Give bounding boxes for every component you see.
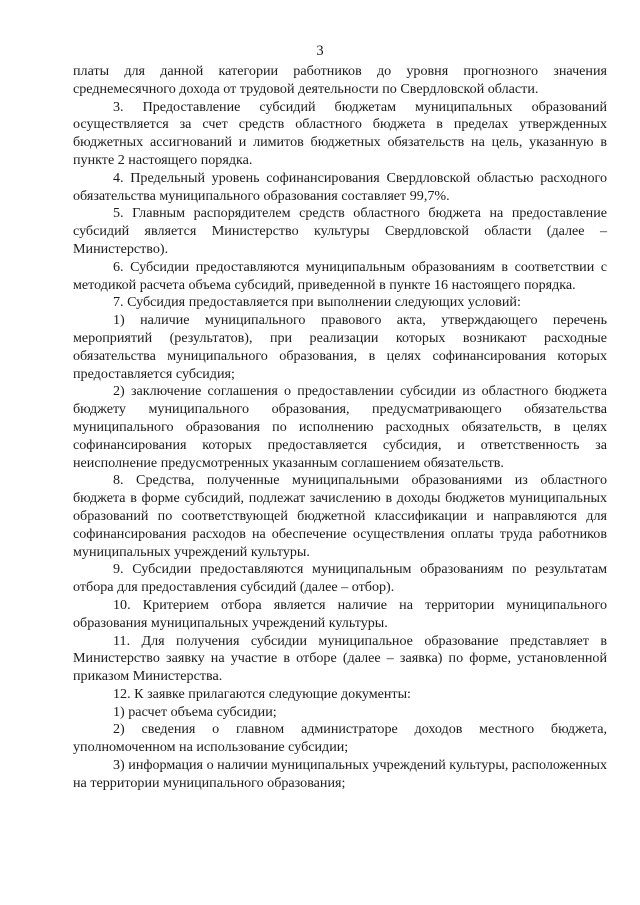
paragraph-subitem-7-1: 1) наличие муниципального правового акта, утверждающего перечень мероприятий (результатов), при реализации которых возникают расходные обязательства муниципального образования, в целях софинансирования которых предоставляется субсидия; [73,312,607,382]
paragraph-continuation: платы для данной категории работников до уровня прогнозного значения среднемесячного дохода от трудовой деятельности по Свердловской области. [73,63,607,97]
paragraph-subitem-12-3: 3) информация о наличии муниципальных учреждений культуры, расположенных на территории муниципального образования; [73,757,607,791]
paragraph-item-6: 6. Субсидии предоставляются муниципальным образованиям в соответствии с методикой расчета объема субсидий, приведенной в пункте 16 настоящего порядка. [73,258,607,293]
paragraph-subitem-12-2: 2) сведения о главном администраторе доходов местного бюджета, уполномоченном на использование субсидии; [73,721,607,756]
paragraph-item-4: 4. Предельный уровень софинансирования Свердловской областью расходного обязательства муниципального образования составляет 99,7%. [73,169,607,204]
paragraph-item-7: 7. Субсидия предоставляется при выполнении следующих условий: [113,294,521,311]
paragraph-item-3: 3. Предоставление субсидий бюджетам муниципальных образований осуществляется за счет средств областного бюджета в пределах утвержденных бюджетных ассигнований и лимитов бюджетных обязательств на цель, указанную в пункте 2 настоящего порядка. [73,98,607,168]
paragraph-item-11: 11. Для получения субсидии муниципальное образование представляет в Министерство заявку на участие в отборе (далее – заявка) по форме, установленной приказом Министерства. [73,632,607,685]
document-body [73,63,607,793]
paragraph-item-10: 10. Критерием отбора является наличие на территории муниципального образования муниципальных учреждений культуры. [73,596,607,631]
paragraph-item-12: 12. К заявке прилагаются следующие документы: [113,685,411,702]
paragraph-subitem-7-2: 2) заключение соглашения о предоставлении субсидии из областного бюджета бюджету муниципального образования, предусматривающего обязательства муниципального образования по исполнению расходных обязательств, в целях софинансирования которых предоставляется субсидия, и ответственность за неисполнение предусмотренных указанным соглашением обязательств. [73,383,607,471]
page-number: 3 [316,43,324,59]
paragraph-item-8: 8. Средства, полученные муниципальными образованиями из областного бюджета в форме субсидий, подлежат зачислению в доходы бюджетов муниципальных образований по соответствующей бюджетной классификации и направляются для софинансирования расходов на обеспечение осуществления оплаты труда работников муниципальных учреждений культуры. [73,472,607,560]
paragraph-item-5: 5. Главным распорядителем средств областного бюджета на предоставление субсидий является Министерство культуры Свердловской области (далее – Министерство). [73,205,607,257]
paragraph-subitem-12-1: 1) расчет объема субсидии; [113,703,277,720]
paragraph-item-9: 9. Субсидии предоставляются муниципальным образованиям по результатам отбора для предоставления субсидий (далее – отбор). [73,561,607,596]
